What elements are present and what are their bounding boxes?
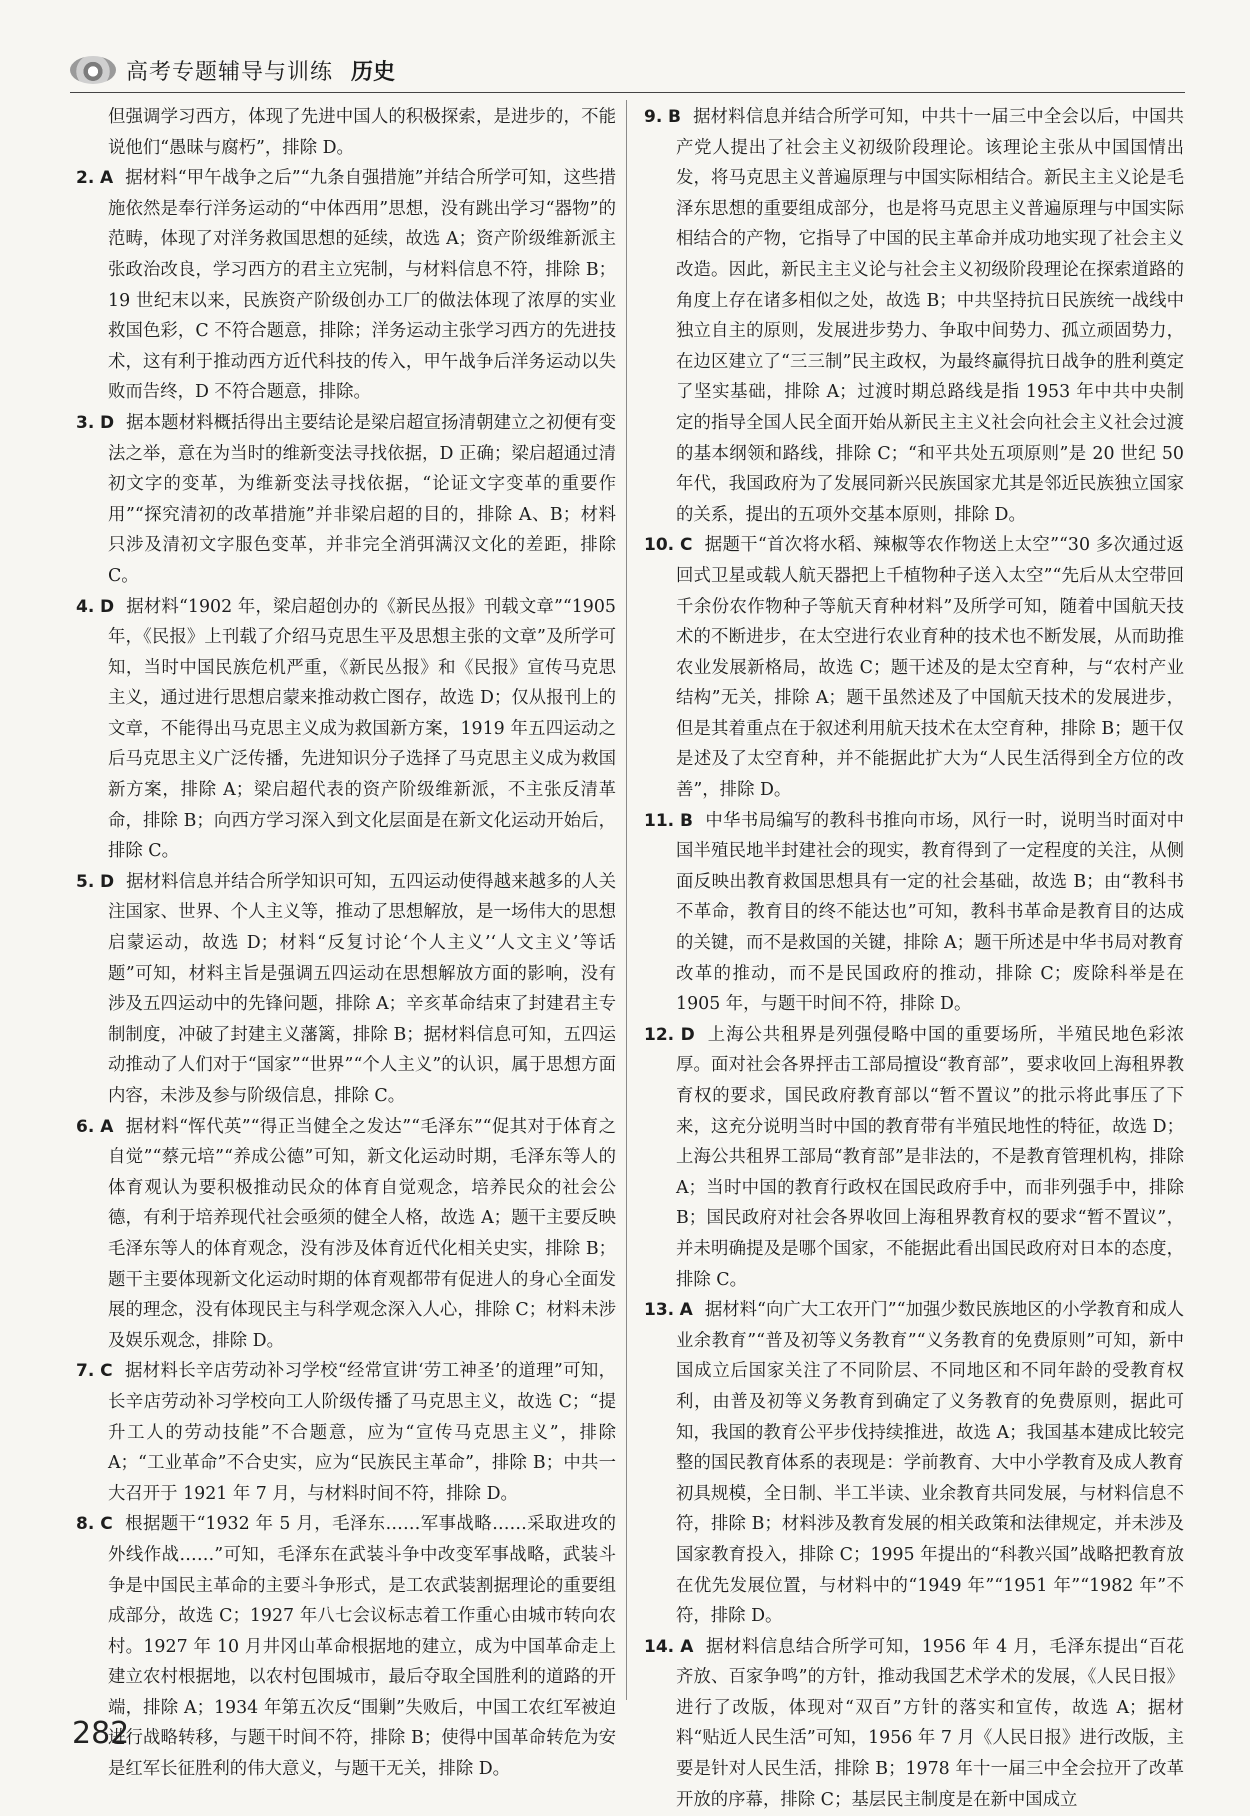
answer-item (644, 806, 1184, 1020)
book-logo-icon (70, 56, 116, 84)
answer-letter: D (99, 412, 115, 433)
answer-letter: C (100, 1361, 113, 1382)
question-number: 4. (76, 596, 95, 617)
explanation-text: 据材料信息结合所学可知，1956 年 4 月，毛泽东提出“百花齐放、百家争鸣”的方针，推动我国艺术学术的发展，《人民日报》进行了改版，体现对“双百”方针的落实和宣传，故选 A；据材料“贴近人民生活”可知，1956 年 7 月《人民日报》进行改版，主要是针对人民生活，排除 B；1978 年十一届三中全会拉开了改革开放的序幕，排除 C；基层民主制度是在新中国成立 (676, 1636, 1184, 1810)
answer-item (76, 1509, 616, 1784)
answer-item (644, 102, 1184, 530)
answer-item (76, 592, 616, 867)
answer-item (644, 530, 1184, 805)
left-item-list (76, 163, 616, 1784)
explanation-text: 据材料“恽代英”“得正当健全之发达”“毛泽东”“促其对于体育之自觉”“蔡元培”“养成公德”可知，新文化运动时期，毛泽东等人的体育观认为要积极推动民众的体育自觉观念，培养民众的社会公德，有利于培养现代社会亟须的健全人格，故选 A；题干主要反映毛泽东等人的体育观念，没有涉及体育近代化相关史实，排除 B；题干主要体现新文化运动时期的体育观都带有促进人的身心全面发展的理念，没有体现民主与科学观念深入人心，排除 C；材料未涉及娱乐观念，排除 D。 (108, 1116, 616, 1351)
answer-letter: A (679, 1300, 693, 1321)
question-number: 11. (644, 810, 675, 831)
answer-letter: D (99, 871, 115, 892)
answer-letter: A (100, 1116, 114, 1137)
continuation-text: 但强调学习西方，体现了先进中国人的积极探索，是进步的，不能说他们“愚昧与腐朽”，排除 D。 (108, 107, 616, 158)
explanation-text: 据材料信息并结合所学知识可知，五四运动使得越来越多的人关注国家、世界、个人主义等，推动了思想解放，是一场伟大的思想启蒙运动，故选 D；材料“反复讨论‘个人主义’‘人文主义’等话题”可知，材料主旨是强调五四运动在思想解放方面的影响，没有涉及五四运动中的先锋问题，排除 A；辛亥革命结束了封建君主专制制度，冲破了封建主义藩篱，排除 B；据材料信息可知，五四运动推动了人们对于“国家”“世界”“个人主义”的认识，属于思想方面内容，未涉及参与阶级信息，排除 C。 (108, 871, 616, 1106)
question-number: 13. (644, 1300, 675, 1321)
answer-letter: C (100, 1514, 113, 1535)
answer-letter: B (667, 107, 681, 127)
answer-item (76, 408, 616, 592)
answer-item (644, 1632, 1184, 1816)
answer-letter: A (99, 168, 114, 189)
header-rule (70, 92, 1185, 93)
page-number: 282 (72, 1716, 130, 1751)
question-number: 9. (644, 107, 663, 127)
explanation-text: 据题干“首次将水稻、辣椒等农作物送上太空”“30 多次通过返回式卫星或载人航天器把上千植物种子送入太空”“先后从太空带回千余份农作物种子等航天育种材料”及所学可知，随着中国航天技术的不断进步，在太空进行农业育种的技术也不断发展，从而助推农业发展新格局，故选 C；题干述及的是太空育种，与“农村产业结构”无关，排除 A；题干虽然述及了中国航天技术的发展进步，但是其着重点在于叙述利用航天技术在太空育种，排除 B；题干仅是述及了太空育种，并不能据此扩大为“人民生活得到全方位的改善”，排除 D。 (676, 535, 1184, 801)
subject-title: 历史 (351, 59, 396, 85)
page-header (70, 50, 1190, 90)
question-number: 2. (76, 168, 95, 189)
explanation-text: 据材料信息并结合所学可知，中共十一届三中全会以后，中国共产党人提出了社会主义初级阶段理论。该理论主张从中国国情出发，将马克思主义普遍原理与中国实际相结合。新民主主义论是毛泽东思想的重要组成部分，也是将马克思主义普遍原理与中国实际相结合的产物，它指导了中国的民主革命并成功地实现了社会主义改造。因此，新民主主义论与社会主义初级阶段理论在探索道路的角度上存在诸多相似之处，故选 B；中共坚持抗日民族统一战线中独立自主的原则，发展进步势力、争取中间势力、孤立顽固势力，在边区建立了“三三制”民主政权，为最终赢得抗日战争的胜利奠定了坚实基础，排除 A；过渡时期总路线是指 1953 年中共中央制定的指导全国人民全面开始从新民主主义社会向社会主义社会过渡的基本纲领和路线，排除 C；“和平共处五项原则”是 20 世纪 50 年代，我国政府为了发展同新兴民族国家尤其是邻近民族独立国家的关系，提出的五项外交基本原则，排除 D。 (676, 107, 1184, 525)
explanation-text: 据材料“甲午战争之后”“九条自强措施”并结合所学可知，这些措施依然是奉行洋务运动的“中体西用”思想，没有跳出学习“器物”的范畴，体现了对洋务救国思想的延续，故选 A；资产阶级维新派主张政治改良，学习西方的君主立宪制，与材料信息不符，排除 B；19 世纪末以来，民族资产阶级创办工厂的做法体现了浓厚的实业救国色彩，C 不符合题意，排除；洋务运动主张学习西方的先进技术，这有利于推动西方近代科技的传入，甲午战争后洋务运动以失败而告终，D 不符合题意，排除。 (108, 168, 616, 403)
answer-item (644, 1295, 1184, 1632)
right-item-list (644, 102, 1184, 1815)
answer-letter: C (679, 535, 693, 556)
explanation-text: 据本题材料概括得出主要结论是梁启超宣扬清朝建立之初便有变法之举，意在为当时的维新变法寻找依据，D 正确；梁启超通过清初文字的变革，为维新变法寻找依据，“论证文字变革的重要作用”“探究清初的改革措施”并非梁启超的目的，排除 A、B；材料只涉及清初文字服色变革，并非完全消弭满汉文化的差距，排除 C。 (108, 412, 616, 586)
answer-letter: D (680, 1024, 695, 1045)
answer-item (644, 1020, 1184, 1295)
explanation-text: 中华书局编写的教科书推向市场，风行一时，说明当时面对中国半殖民地半封建社会的现实，教育得到了一定程度的关注，从侧面反映出教育救国思想具有一定的社会基础，故选 B；由“教科书不革命，教育目的终不能达也”可知，教科书革命是教育目的达成的关键，而不是救国的关键，排除 A；题干所述是中华书局对教育改革的推动，而不是民国政府的推动，排除 C；废除科举是在 1905 年，与题干时间不符，排除 D。 (676, 810, 1184, 1015)
question-number: 5. (76, 871, 95, 892)
question-number: 14. (644, 1636, 675, 1657)
explanation-text: 据材料“1902 年，梁启超创办的《新民丛报》刊载文章”“1905 年，《民报》上刊载了介绍马克思生平及思想主张的文章”及所学可知，当时中国民族危机严重，《新民丛报》和《民报》宣传马克思主义，通过进行思想启蒙来推动救亡图存，故选 D；仅从报刊上的文章，不能得出马克思主义成为救国新方案，1919 年五四运动之后马克思主义广泛传播，先进知识分子选择了马克思主义成为救国新方案，排除 A；梁启超代表的资产阶级维新派，不主张反清革命，排除 B；向西方学习深入到文化层面是在新文化运动开始后，排除 C。 (108, 596, 616, 862)
answer-item (76, 1356, 616, 1509)
explanation-text: 据材料长辛店劳动补习学校“经常宣讲‘劳工神圣’的道理”可知，长辛店劳动补习学校向工人阶级传播了马克思主义，故选 C；“提升工人的劳动技能”不合题意，应为“宣传马克思主义”，排除 A；“工业革命”不合史实，应为“民族民主革命”，排除 B；中共一大召开于 1921 年 7 月，与材料时间不符，排除 D。 (108, 1361, 616, 1504)
question-number: 12. (644, 1024, 675, 1045)
column-divider (626, 100, 627, 1700)
question-number: 10. (644, 535, 675, 556)
answer-letter: D (100, 596, 115, 617)
answer-item (76, 867, 616, 1112)
series-title: 高考专题辅导与训练 (126, 59, 334, 85)
left-column (76, 102, 616, 1785)
answer-letter: B (680, 810, 693, 831)
answer-letter: A (680, 1636, 694, 1657)
question-number: 3. (76, 412, 95, 433)
explanation-text: 据材料“向广大工农开门”“加强少数民族地区的小学教育和成人业余教育”“普及初等义务教育”“义务教育的免费原则”可知，新中国成立后国家关注了不同阶层、不同地区和不同年龄的受教育权利，由普及初等义务教育到确定了义务教育的免费原则，据此可知，我国的教育公平步伐持续推进，故选 A；我国基本建成比较完整的国民教育体系的表现是：学前教育、大中小学教育及成人教育初具规模，全日制、半工半读、业余教育共同发展，与材料信息不符，排除 B；材料涉及教育发展的相关政策和法律规定，并未涉及国家教育投入，排除 C；1995 年提出的“科教兴国”战略把教育放在优先发展位置，与材料中的“1949 年”“1951 年”“1982 年”不符，排除 D。 (676, 1300, 1184, 1627)
question-number: 7. (76, 1361, 95, 1382)
right-column (644, 102, 1184, 1815)
question-number: 8. (76, 1514, 95, 1535)
explanation-text: 上海公共租界是列强侵略中国的重要场所，半殖民地色彩浓厚。面对社会各界抨击工部局擅设“教育部”，要求收回上海租界教育权的要求，国民政府教育部以“暂不置议”的批示将此事压了下来，这充分说明当时中国的教育带有半殖民地性的特征，故选 D；上海公共租界工部局“教育部”是非法的，不是教育管理机构，排除 A；当时中国的教育行政权在国民政府手中，而非列强手中，排除 B；国民政府对社会各界收回上海租界教育权的要求“暂不置议”，并未明确提及是哪个国家，不能据此看出国民政府对日本的态度，排除 C。 (676, 1024, 1184, 1290)
question-number: 6. (76, 1116, 95, 1137)
answer-item (76, 1112, 616, 1357)
explanation-text: 根据题干“1932 年 5 月，毛泽东……军事战略……采取进攻的外线作战……”可知，毛泽东在武装斗争中改变军事战略，武装斗争是中国民主革命的主要斗争形式，是工农武装割据理论的重要组成部分，故选 C；1927 年八七会议标志着工作重心由城市转向农村。1927 年 10 月井冈山革命根据地的建立，成为中国革命走上建立农村根据地，以农村包围城市，最后夺取全国胜利的道路的开端，排除 A；1934 年第五次反“围剿”失败后，中国工农红军被迫进行战略转移，与题干时间不符，排除 B；使得中国革命转危为安是红军长征胜利的伟大意义，与题干无关，排除 D。 (108, 1514, 616, 1780)
answer-item (76, 163, 616, 408)
